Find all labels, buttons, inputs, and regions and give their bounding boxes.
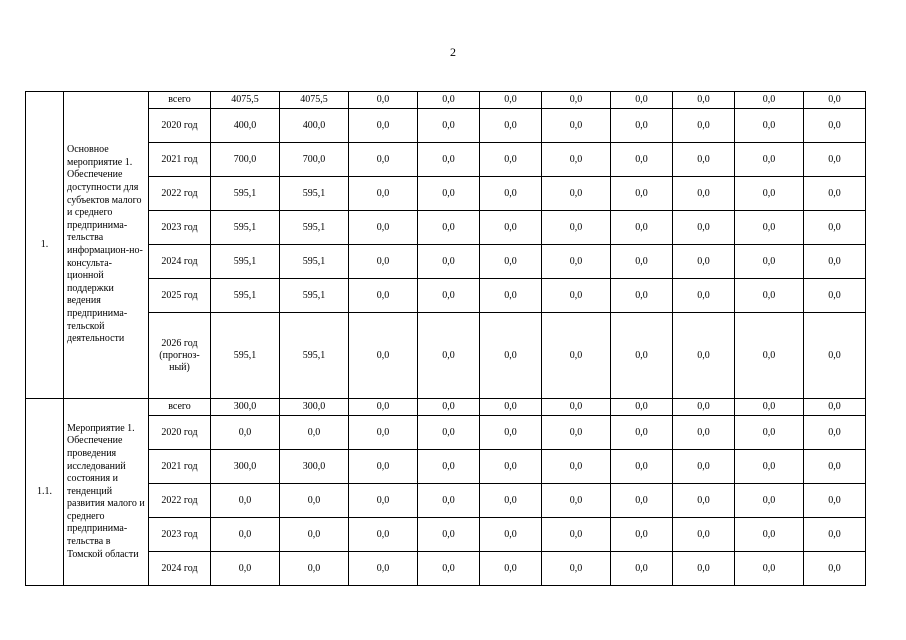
amount-cell: 595,1 <box>211 245 280 279</box>
amount-cell: 0,0 <box>673 211 735 245</box>
amount-cell: 0,0 <box>804 313 866 399</box>
amount-cell: 0,0 <box>673 399 735 416</box>
amount-cell: 0,0 <box>349 279 418 313</box>
amount-cell: 0,0 <box>804 416 866 450</box>
section-number: 1. <box>26 92 64 399</box>
amount-cell: 0,0 <box>542 416 611 450</box>
amount-cell: 0,0 <box>480 399 542 416</box>
period-cell: 2024 год <box>149 552 211 586</box>
amount-cell: 0,0 <box>349 211 418 245</box>
amount-cell: 0,0 <box>480 484 542 518</box>
amount-cell: 0,0 <box>349 109 418 143</box>
amount-cell: 0,0 <box>611 211 673 245</box>
amount-cell: 0,0 <box>735 279 804 313</box>
amount-cell: 0,0 <box>480 313 542 399</box>
period-cell: всего <box>149 92 211 109</box>
amount-cell: 0,0 <box>280 416 349 450</box>
amount-cell: 0,0 <box>418 484 480 518</box>
amount-cell: 0,0 <box>280 518 349 552</box>
amount-cell: 0,0 <box>418 450 480 484</box>
period-cell: 2025 год <box>149 279 211 313</box>
period-cell: 2023 год <box>149 518 211 552</box>
amount-cell: 595,1 <box>211 177 280 211</box>
table-row <box>26 211 866 245</box>
amount-cell: 0,0 <box>480 211 542 245</box>
amount-cell: 300,0 <box>280 450 349 484</box>
amount-cell: 700,0 <box>280 143 349 177</box>
amount-cell: 0,0 <box>349 143 418 177</box>
amount-cell: 0,0 <box>349 177 418 211</box>
amount-cell: 0,0 <box>480 416 542 450</box>
period-cell: 2022 год <box>149 177 211 211</box>
amount-cell: 0,0 <box>542 279 611 313</box>
funding-table <box>25 91 866 586</box>
amount-cell: 0,0 <box>542 211 611 245</box>
amount-cell: 0,0 <box>804 177 866 211</box>
amount-cell: 0,0 <box>735 313 804 399</box>
amount-cell: 400,0 <box>280 109 349 143</box>
period-cell: 2021 год <box>149 450 211 484</box>
table-row <box>26 399 866 416</box>
amount-cell: 0,0 <box>542 552 611 586</box>
amount-cell: 0,0 <box>611 109 673 143</box>
amount-cell: 0,0 <box>673 245 735 279</box>
table-row <box>26 518 866 552</box>
amount-cell: 0,0 <box>611 313 673 399</box>
amount-cell: 0,0 <box>480 143 542 177</box>
amount-cell: 0,0 <box>542 245 611 279</box>
amount-cell: 0,0 <box>673 416 735 450</box>
amount-cell: 0,0 <box>418 552 480 586</box>
table-row <box>26 279 866 313</box>
amount-cell: 0,0 <box>804 399 866 416</box>
amount-cell: 0,0 <box>542 399 611 416</box>
amount-cell: 0,0 <box>280 484 349 518</box>
amount-cell: 595,1 <box>211 313 280 399</box>
amount-cell: 0,0 <box>418 211 480 245</box>
amount-cell: 0,0 <box>735 211 804 245</box>
amount-cell: 0,0 <box>673 313 735 399</box>
amount-cell: 0,0 <box>735 92 804 109</box>
amount-cell: 0,0 <box>418 399 480 416</box>
amount-cell: 0,0 <box>735 484 804 518</box>
amount-cell: 0,0 <box>804 484 866 518</box>
period-cell: 2020 год <box>149 109 211 143</box>
amount-cell: 0,0 <box>349 416 418 450</box>
amount-cell: 0,0 <box>480 245 542 279</box>
amount-cell: 0,0 <box>673 552 735 586</box>
amount-cell: 595,1 <box>211 279 280 313</box>
amount-cell: 0,0 <box>804 245 866 279</box>
amount-cell: 0,0 <box>418 92 480 109</box>
amount-cell: 0,0 <box>673 518 735 552</box>
amount-cell: 0,0 <box>542 518 611 552</box>
section-name: Основное мероприятие 1. Обеспечение доступности для субъектов малого и среднего предпринима-тельства информацион-но-консульта-ционной поддержки ведения предпринима-тельской деятельности <box>64 92 149 399</box>
amount-cell: 0,0 <box>804 450 866 484</box>
amount-cell: 0,0 <box>804 92 866 109</box>
amount-cell: 0,0 <box>611 177 673 211</box>
amount-cell: 0,0 <box>418 143 480 177</box>
amount-cell: 0,0 <box>542 313 611 399</box>
amount-cell: 0,0 <box>611 518 673 552</box>
amount-cell: 0,0 <box>480 177 542 211</box>
amount-cell: 0,0 <box>349 399 418 416</box>
amount-cell: 0,0 <box>611 416 673 450</box>
amount-cell: 0,0 <box>211 484 280 518</box>
table-row <box>26 552 866 586</box>
amount-cell: 0,0 <box>418 279 480 313</box>
amount-cell: 0,0 <box>542 92 611 109</box>
amount-cell: 0,0 <box>735 177 804 211</box>
amount-cell: 0,0 <box>418 177 480 211</box>
amount-cell: 0,0 <box>735 416 804 450</box>
amount-cell: 0,0 <box>611 450 673 484</box>
amount-cell: 0,0 <box>611 143 673 177</box>
amount-cell: 0,0 <box>480 109 542 143</box>
amount-cell: 0,0 <box>735 450 804 484</box>
section-number: 1.1. <box>26 399 64 586</box>
amount-cell: 0,0 <box>349 518 418 552</box>
amount-cell: 595,1 <box>280 313 349 399</box>
amount-cell: 0,0 <box>542 177 611 211</box>
amount-cell: 595,1 <box>280 211 349 245</box>
amount-cell: 0,0 <box>611 92 673 109</box>
amount-cell: 0,0 <box>611 484 673 518</box>
amount-cell: 0,0 <box>611 279 673 313</box>
amount-cell: 0,0 <box>673 92 735 109</box>
amount-cell: 595,1 <box>280 245 349 279</box>
amount-cell: 0,0 <box>542 109 611 143</box>
amount-cell: 0,0 <box>804 518 866 552</box>
amount-cell: 300,0 <box>280 399 349 416</box>
amount-cell: 0,0 <box>211 416 280 450</box>
table-row <box>26 484 866 518</box>
amount-cell: 0,0 <box>735 109 804 143</box>
amount-cell: 4075,5 <box>211 92 280 109</box>
amount-cell: 0,0 <box>480 450 542 484</box>
amount-cell: 0,0 <box>735 552 804 586</box>
amount-cell: 0,0 <box>673 484 735 518</box>
amount-cell: 0,0 <box>804 552 866 586</box>
table-row <box>26 313 866 399</box>
amount-cell: 0,0 <box>418 313 480 399</box>
amount-cell: 0,0 <box>735 518 804 552</box>
amount-cell: 0,0 <box>349 92 418 109</box>
amount-cell: 0,0 <box>673 143 735 177</box>
amount-cell: 0,0 <box>480 552 542 586</box>
table-body <box>26 92 866 586</box>
section-name: Мероприятие 1. Обеспечение проведения исследований состояния и тенденций развития малого и среднего предпринима-тельства в Томской области <box>64 399 149 586</box>
amount-cell: 0,0 <box>542 450 611 484</box>
amount-cell: 0,0 <box>349 484 418 518</box>
table-row <box>26 109 866 143</box>
period-cell: 2022 год <box>149 484 211 518</box>
period-cell: 2023 год <box>149 211 211 245</box>
amount-cell: 300,0 <box>211 450 280 484</box>
amount-cell: 0,0 <box>349 313 418 399</box>
amount-cell: 0,0 <box>673 109 735 143</box>
period-cell: всего <box>149 399 211 416</box>
amount-cell: 0,0 <box>804 143 866 177</box>
amount-cell: 0,0 <box>542 143 611 177</box>
amount-cell: 595,1 <box>211 211 280 245</box>
table-row <box>26 177 866 211</box>
amount-cell: 0,0 <box>418 109 480 143</box>
amount-cell: 0,0 <box>735 399 804 416</box>
table-row <box>26 143 866 177</box>
amount-cell: 0,0 <box>418 416 480 450</box>
amount-cell: 0,0 <box>735 143 804 177</box>
amount-cell: 0,0 <box>804 109 866 143</box>
period-cell: 2026 год (прогноз- ный) <box>149 313 211 399</box>
amount-cell: 0,0 <box>673 450 735 484</box>
amount-cell: 595,1 <box>280 279 349 313</box>
period-cell: 2021 год <box>149 143 211 177</box>
table-row <box>26 92 866 109</box>
amount-cell: 0,0 <box>418 245 480 279</box>
amount-cell: 700,0 <box>211 143 280 177</box>
amount-cell: 595,1 <box>280 177 349 211</box>
table-row <box>26 245 866 279</box>
amount-cell: 0,0 <box>804 211 866 245</box>
amount-cell: 0,0 <box>542 484 611 518</box>
amount-cell: 0,0 <box>735 245 804 279</box>
table-row <box>26 450 866 484</box>
page-number: 2 <box>450 45 456 59</box>
amount-cell: 300,0 <box>211 399 280 416</box>
amount-cell: 0,0 <box>349 552 418 586</box>
amount-cell: 0,0 <box>418 518 480 552</box>
amount-cell: 0,0 <box>211 552 280 586</box>
period-cell: 2024 год <box>149 245 211 279</box>
table-row <box>26 416 866 450</box>
amount-cell: 0,0 <box>611 552 673 586</box>
amount-cell: 4075,5 <box>280 92 349 109</box>
amount-cell: 400,0 <box>211 109 280 143</box>
amount-cell: 0,0 <box>611 245 673 279</box>
amount-cell: 0,0 <box>211 518 280 552</box>
amount-cell: 0,0 <box>611 399 673 416</box>
period-cell: 2020 год <box>149 416 211 450</box>
amount-cell: 0,0 <box>673 177 735 211</box>
amount-cell: 0,0 <box>280 552 349 586</box>
amount-cell: 0,0 <box>480 279 542 313</box>
amount-cell: 0,0 <box>349 450 418 484</box>
amount-cell: 0,0 <box>480 92 542 109</box>
amount-cell: 0,0 <box>480 518 542 552</box>
amount-cell: 0,0 <box>673 279 735 313</box>
amount-cell: 0,0 <box>349 245 418 279</box>
amount-cell: 0,0 <box>804 279 866 313</box>
